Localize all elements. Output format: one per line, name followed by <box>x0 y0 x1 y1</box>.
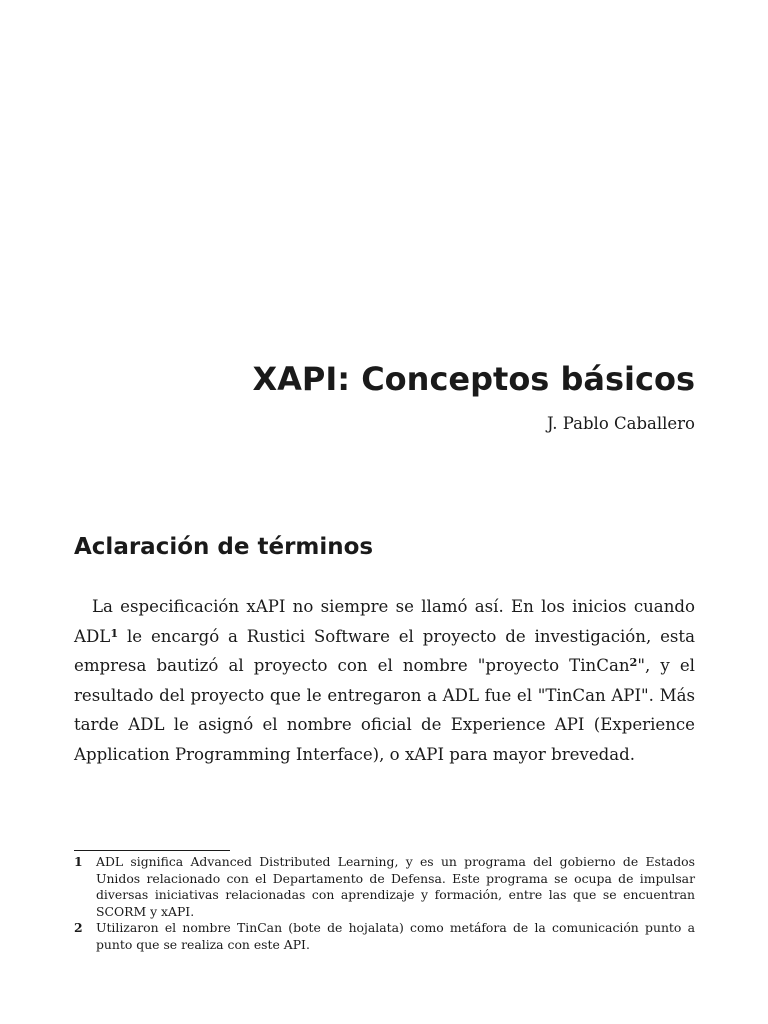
paragraph-text-part-2: le encargó a Rustici Software el proyecto de investigación, esta empresa bautizó al proyecto con el nombre "proyecto TinCan <box>74 626 695 676</box>
document-title: XAPI: Conceptos básicos <box>252 360 695 398</box>
footnote-item <box>74 854 695 920</box>
footnote-reference-1[interactable]: 1 <box>110 625 119 640</box>
footnote-item <box>74 920 695 953</box>
footnotes-list <box>74 854 695 953</box>
paragraph-text-part-1: La especificación xAPI no siempre se llamó así. En los inicios cuando ADL <box>74 597 695 646</box>
footnote-text: Utilizaron el nombre TinCan (bote de hojalata) como metáfora de la comunicación punto a punto que se realiza con este API. <box>96 920 695 952</box>
footnote-text: ADL significa Advanced Distributed Learning, y es un programa del gobierno de Estados Unidos relacionado con el Departamento de Defensa. Este programa se ocupa de impulsar diversas iniciativas relacionadas con aprendizaje y formación, entre las que se encuentran SCORM y xAPI. <box>96 854 695 919</box>
footnote-reference-2[interactable]: 2 <box>629 655 638 670</box>
footnote-separator <box>74 850 230 851</box>
body-paragraph <box>74 592 695 770</box>
footnote-number: 2 <box>74 920 83 935</box>
document-author: J. Pablo Caballero <box>546 414 695 433</box>
footnote-number: 1 <box>74 854 83 869</box>
paragraph-text-part-3: ", y el resultado del proyecto que le entregaron a ADL fue el "TinCan API". Más tarde ADL le asignó el nombre oficial de Experience API (Experience Application Programming Interface), o xAPI para mayor brevedad. <box>74 656 695 764</box>
section-heading: Aclaración de términos <box>74 534 374 560</box>
